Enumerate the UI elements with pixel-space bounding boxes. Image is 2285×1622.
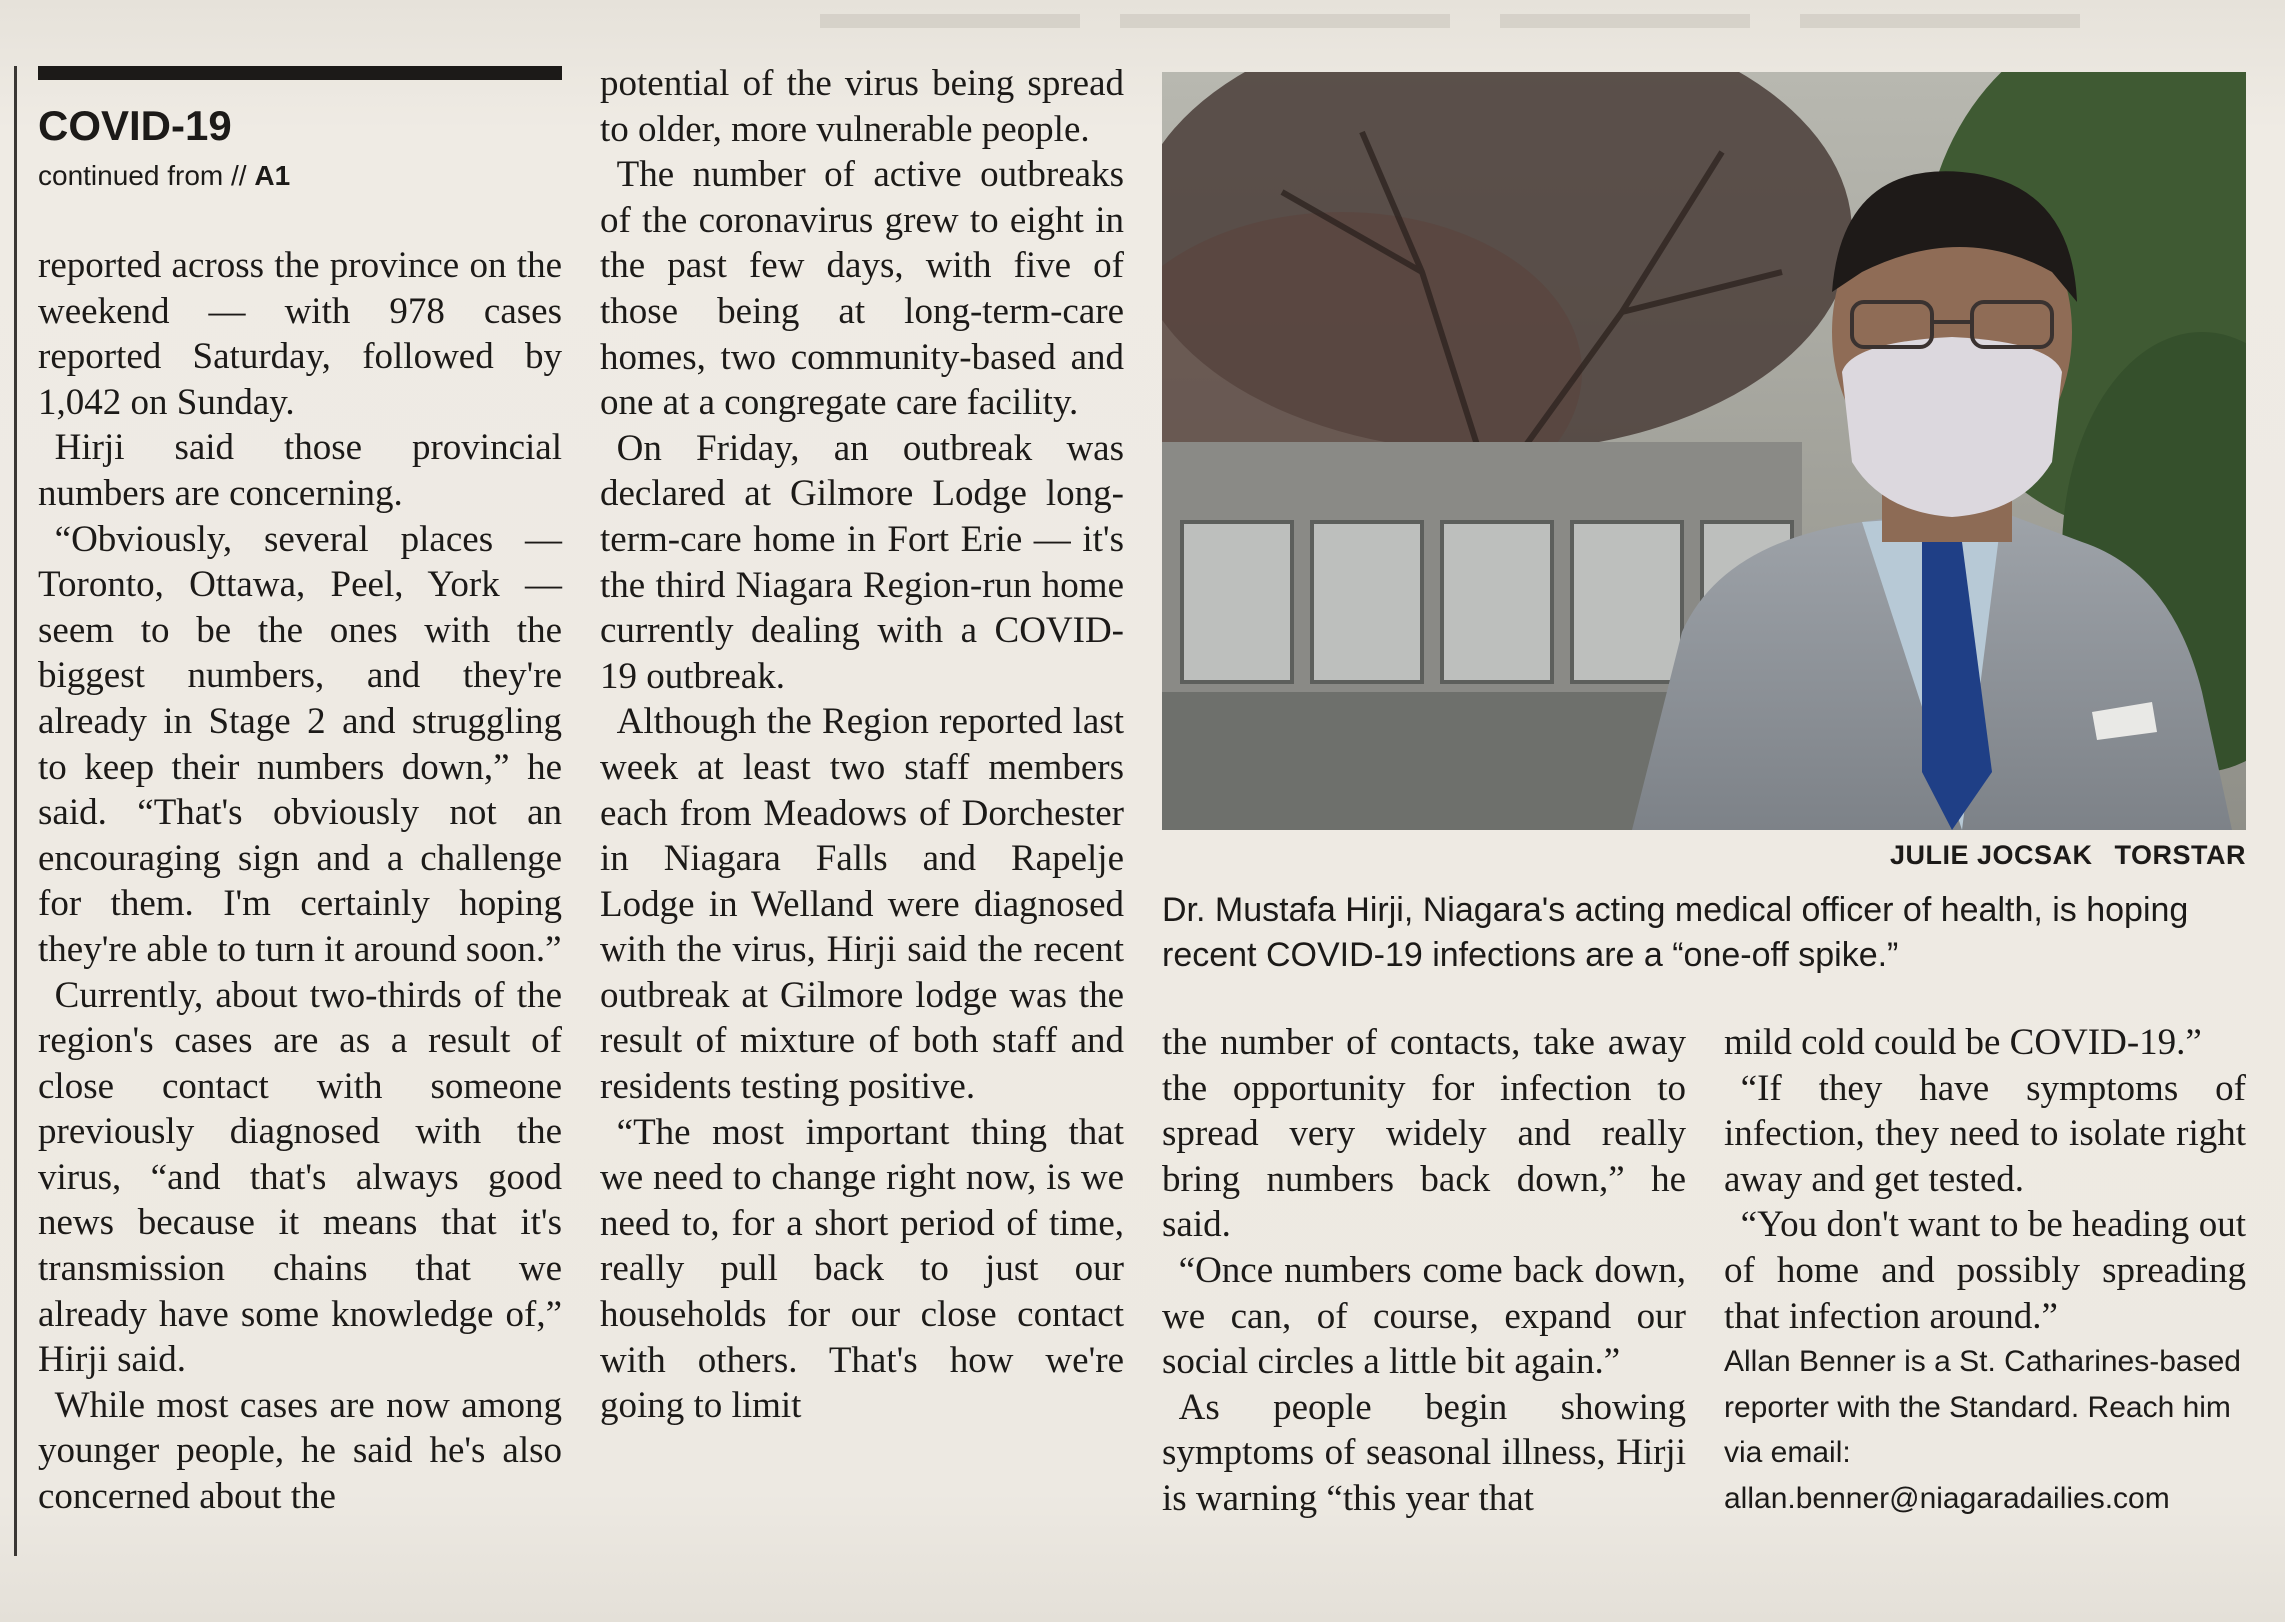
continued-page: A1: [254, 160, 291, 191]
article-column-2: [600, 61, 1124, 1429]
article-paragraph: the number of contacts, take away the opportunity for infection to spread very widely and really bring numbers back down,” he said.: [1162, 1022, 1686, 1246]
article-paragraph: mild cold could be COVID-19.”: [1724, 1022, 2202, 1063]
news-photo: [1162, 72, 2246, 830]
article-paragraph: Although the Region reported last week at least two staff members each from Meadows of Dorchester in Niagara Falls and Rapelje Lodge in Welland were diagnosed with the virus, Hirji said the recent outbreak at Gilmore lodge was the result of mixture of both staff and residents testing positive.: [600, 701, 1124, 1108]
article-column-3: [1162, 1020, 1686, 1522]
article-paragraph: “The most important thing that we need to change right now, is we need to, for a short period of time, really pull back to just our households for our close contact with others. That's how we're going to limit: [600, 1111, 1124, 1427]
article-paragraph: While most cases are now among younger people, he said he's also concerned about the: [38, 1384, 562, 1518]
continued-from-line: [38, 160, 290, 192]
photo-credit-org: TORSTAR: [2114, 840, 2246, 870]
photo-caption: Dr. Mustafa Hirji, Niagara's acting medical officer of health, is hoping recent COVID-19 infections are a “one-off spike.”: [1162, 891, 2189, 974]
continued-prefix: continued from //: [38, 160, 255, 191]
section-bar: [38, 66, 562, 80]
section-kicker: COVID-19: [38, 102, 232, 149]
photo-credit: [1162, 840, 2246, 871]
article-paragraph: On Friday, an outbreak was declared at Gilmore Lodge long-term-care home in Fort Erie — it's the third Niagara Region-run home currently dealing with a COVID-19 outbreak.: [600, 427, 1124, 697]
author-bio: Allan Benner is a St. Catharines-based reporter with the Standard. Reach him via email: allan.benner@niagaradailies.com: [1724, 1345, 2241, 1515]
bleed-through-texture: [820, 0, 2120, 60]
article-paragraph: “If they have symptoms of infection, they need to isolate right away and get tested.: [1724, 1067, 2246, 1200]
article-paragraph: potential of the virus being spread to older, more vulnerable people.: [600, 63, 1124, 150]
column-rule: [14, 66, 17, 1556]
article-paragraph: Currently, about two-thirds of the region's cases are as a result of close contact with someone previously diagnosed with the virus, “and that's always good news because it means that it's transmission chains that we already have some knowledge of,” Hirji said.: [38, 974, 562, 1381]
photo-credit-name: JULIE JOCSAK: [1889, 840, 2093, 870]
photo-illustration: [1162, 72, 2246, 830]
article-column-1: [38, 243, 562, 1520]
article-paragraph: As people begin showing symptoms of seasonal illness, Hirji is warning “this year that: [1162, 1386, 1686, 1519]
article-paragraph: “You don't want to be heading out of home and possibly spreading that infection around.”: [1724, 1204, 2246, 1337]
article-column-4: [1724, 1020, 2246, 1522]
article-paragraph: The number of active outbreaks of the coronavirus grew to eight in the past few days, with five of those being at long-term-care homes, two community-based and one at a congregate care facility.: [600, 154, 1124, 424]
article-paragraph: “Once numbers come back down, we can, of course, expand our social circles a little bit again.”: [1162, 1249, 1686, 1383]
article-paragraph: reported across the province on the weekend — with 978 cases reported Saturday, followed by 1,042 on Sunday.: [38, 245, 562, 423]
article-paragraph: Hirji said those provincial numbers are concerning.: [38, 427, 562, 514]
bleed-through-text: [820, 0, 2120, 60]
article-paragraph: “Obviously, several places — Toronto, Ottawa, Peel, York — seem to be the ones with the biggest numbers, and they're already in Stage 2 and struggling to keep their numbers down,” he said. “That's obviously not an encouraging sign and a challenge for them. I'm certainly hoping they're able to turn it around soon.”: [38, 518, 562, 970]
